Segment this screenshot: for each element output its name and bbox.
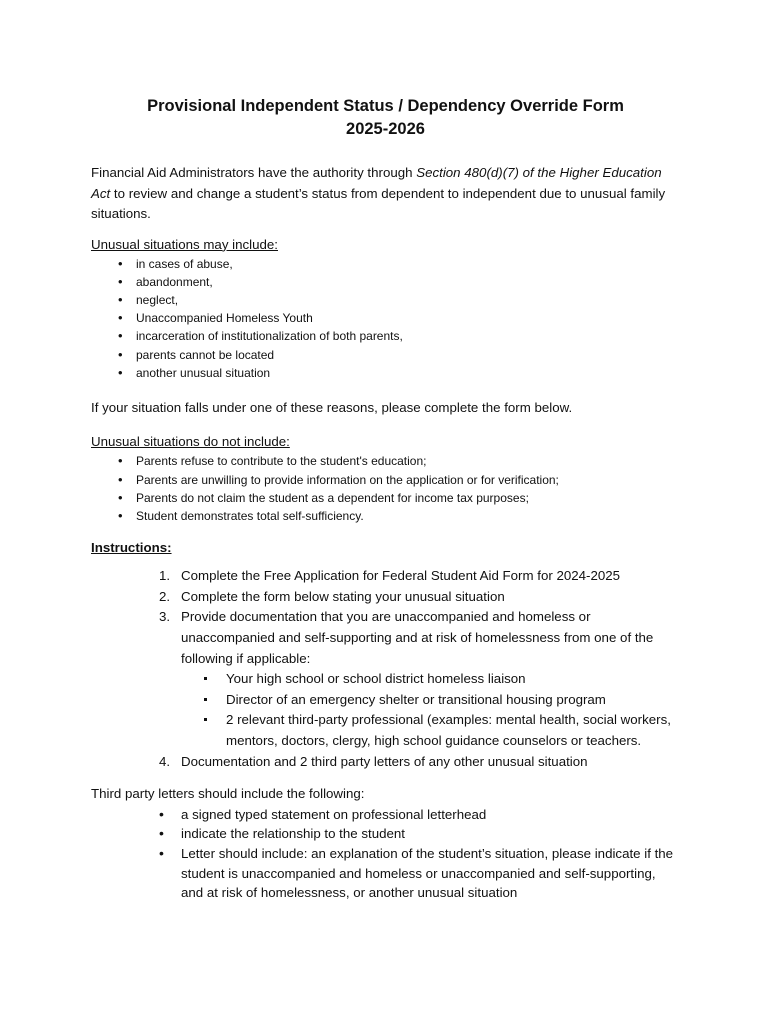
step-number: 3. bbox=[159, 609, 171, 625]
instruction-step bbox=[159, 752, 680, 773]
instructions-list bbox=[91, 566, 680, 772]
instruction-step bbox=[159, 566, 680, 587]
may-include-heading: Unusual situations may include: bbox=[91, 236, 278, 252]
step-text: Documentation and 2 third party letters of any other unusual situation bbox=[181, 753, 588, 769]
third-party-list bbox=[91, 805, 680, 904]
list-item: • Unaccompanied Homeless Youth bbox=[118, 309, 680, 327]
form-title-year: 2025-2026 bbox=[346, 120, 425, 138]
step-text: Complete the Free Application for Federal Student Aid Form for 2024-2025 bbox=[181, 568, 621, 584]
list-item: • neglect, bbox=[118, 291, 680, 309]
intro-citation: Section 480(d)(7) of the Higher Education Act bbox=[91, 165, 662, 201]
may-include-list bbox=[91, 255, 680, 382]
step-number: 2. bbox=[159, 588, 171, 604]
list-item: Your high school or school district homeless liaison bbox=[203, 669, 680, 690]
list-item: • Student demonstrates total self-sufficiency. bbox=[118, 507, 680, 525]
third-party-heading: Third party letters should include the following: bbox=[91, 786, 365, 802]
documentation-sources-list bbox=[181, 669, 680, 751]
list-item: • indicate the relationship to the student bbox=[159, 824, 680, 844]
list-item: • Letter should include: an explanation of the student’s situation, please indicate if the student is unaccompanied and homeless or unaccompanied and self-supporting, and at risk of homelessness, or another unusual situation bbox=[159, 844, 680, 903]
list-item: • a signed typed statement on professional letterhead bbox=[159, 805, 680, 825]
instruction-step bbox=[159, 587, 680, 608]
list-item: • Parents do not claim the student as a dependent for income tax purposes; bbox=[118, 489, 680, 507]
list-item: • Parents refuse to contribute to the student's education; bbox=[118, 452, 680, 470]
situation-text: If your situation falls under one of these reasons, please complete the form below. bbox=[91, 399, 573, 415]
not-include-heading: Unusual situations do not include: bbox=[91, 434, 290, 450]
list-item: • in cases of abuse, bbox=[118, 255, 680, 273]
list-item: 2 relevant third-party professional (examples: mental health, social workers, mentors, doctors, clergy, high school guidance counselors or teachers. bbox=[203, 710, 680, 751]
list-item: Director of an emergency shelter or transitional housing program bbox=[203, 690, 680, 711]
list-item: • parents cannot be located bbox=[118, 346, 680, 364]
list-item: • Parents are unwilling to provide information on the application or for verification; bbox=[118, 471, 680, 489]
intro-text-before: Financial Aid Administrators have the authority through bbox=[91, 165, 417, 180]
instructions-heading: Instructions: bbox=[91, 540, 172, 556]
instruction-step bbox=[159, 607, 680, 751]
intro-paragraph bbox=[91, 163, 680, 225]
list-item: • abandonment, bbox=[118, 273, 680, 291]
step-number: 1. bbox=[159, 568, 171, 584]
step-text: Complete the form below stating your unusual situation bbox=[181, 588, 505, 604]
step-number: 4. bbox=[159, 753, 171, 769]
list-item: • another unusual situation bbox=[118, 364, 680, 382]
not-include-list bbox=[91, 452, 680, 525]
step-text: Provide documentation that you are unaccompanied and homeless or unaccompanied and self-supporting and at risk of homelessness from one of the following if applicable: bbox=[181, 609, 654, 666]
form-title-line1: Provisional Independent Status / Dependency Override Form bbox=[147, 97, 624, 115]
list-item: • incarceration of institutionalization of both parents, bbox=[118, 327, 680, 345]
intro-text-after: to review and change a student’s status from dependent to independent due to unusual family situations. bbox=[91, 185, 666, 221]
form-title bbox=[91, 95, 680, 141]
